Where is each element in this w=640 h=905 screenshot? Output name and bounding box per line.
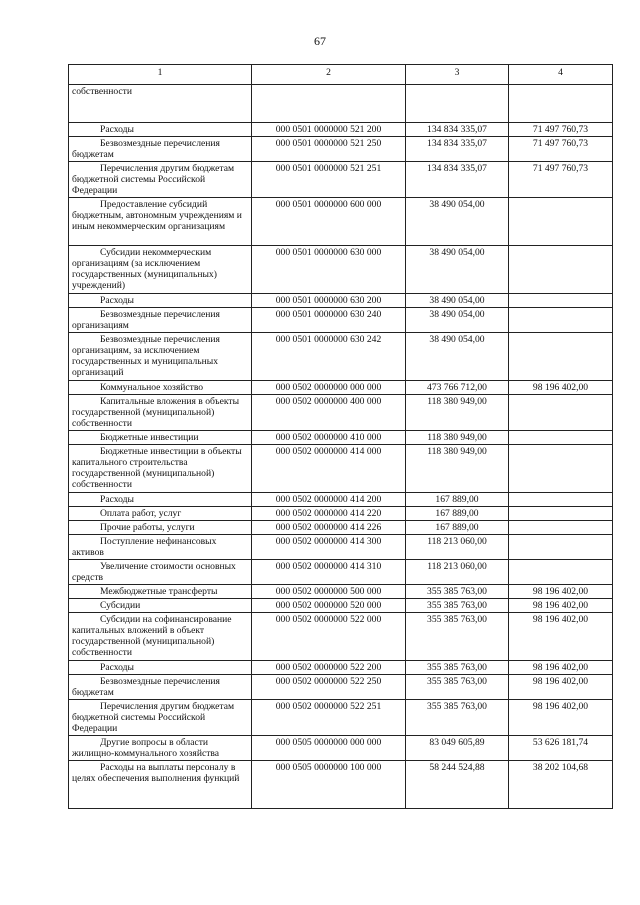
row-amount-col3-cell: 118 213 060,00 xyxy=(406,560,509,585)
table-row xyxy=(69,445,613,493)
table-row xyxy=(69,613,613,661)
row-code-cell: 000 0502 0000000 414 000 xyxy=(252,445,406,493)
row-amount-col4-cell xyxy=(509,333,613,381)
row-code-cell: 000 0502 0000000 520 000 xyxy=(252,599,406,613)
row-code-cell: 000 0502 0000000 414 310 xyxy=(252,560,406,585)
column-header: 4 xyxy=(509,65,613,85)
row-name-cell: Расходы xyxy=(69,123,252,137)
row-amount-col4-cell: 71 497 760,73 xyxy=(509,137,613,162)
row-code-cell: 000 0501 0000000 630 240 xyxy=(252,308,406,333)
row-amount-col3-cell: 355 385 763,00 xyxy=(406,661,509,675)
row-code-cell: 000 0505 0000000 100 000 xyxy=(252,761,406,809)
row-name-cell: Межбюджетные трансферты xyxy=(69,585,252,599)
row-code-cell: 000 0501 0000000 521 250 xyxy=(252,137,406,162)
row-amount-col3-cell: 118 380 949,00 xyxy=(406,445,509,493)
row-amount-col3-cell: 134 834 335,07 xyxy=(406,123,509,137)
table-row xyxy=(69,585,613,599)
budget-table xyxy=(68,64,613,809)
row-code-cell: 000 0502 0000000 000 000 xyxy=(252,381,406,395)
page-number: 67 xyxy=(314,34,326,48)
row-amount-col4-cell: 98 196 402,00 xyxy=(509,585,613,599)
row-amount-col3-cell: 38 490 054,00 xyxy=(406,308,509,333)
row-amount-col4-cell xyxy=(509,445,613,493)
table-row xyxy=(69,431,613,445)
table-row xyxy=(69,599,613,613)
row-amount-col3-cell: 355 385 763,00 xyxy=(406,700,509,736)
column-header: 2 xyxy=(252,65,406,85)
row-amount-col4-cell xyxy=(509,294,613,308)
row-amount-col3-cell: 118 380 949,00 xyxy=(406,395,509,431)
table-row xyxy=(69,137,613,162)
row-name-cell: Коммунальное хозяйство xyxy=(69,381,252,395)
table-header-row xyxy=(69,65,613,85)
table-row xyxy=(69,123,613,137)
row-amount-col3-cell: 167 889,00 xyxy=(406,521,509,535)
row-amount-col3-cell: 355 385 763,00 xyxy=(406,613,509,661)
row-name-cell: Расходы xyxy=(69,493,252,507)
row-amount-col3-cell: 355 385 763,00 xyxy=(406,585,509,599)
row-amount-col4-cell: 98 196 402,00 xyxy=(509,613,613,661)
table-row xyxy=(69,333,613,381)
row-name-cell: Перечисления другим бюджетам бюджетной системы Российской Федерации xyxy=(69,162,252,198)
row-amount-col3-cell: 38 490 054,00 xyxy=(406,294,509,308)
table-row xyxy=(69,521,613,535)
row-code-cell: 000 0502 0000000 414 200 xyxy=(252,493,406,507)
table-row xyxy=(69,736,613,761)
row-code-cell: 000 0502 0000000 410 000 xyxy=(252,431,406,445)
column-header: 1 xyxy=(69,65,252,85)
row-code-cell: 000 0502 0000000 414 300 xyxy=(252,535,406,560)
table-row xyxy=(69,507,613,521)
table-row xyxy=(69,198,613,246)
row-code-cell: 000 0502 0000000 414 226 xyxy=(252,521,406,535)
row-amount-col3-cell: 83 049 605,89 xyxy=(406,736,509,761)
row-amount-col3-cell: 58 244 524,88 xyxy=(406,761,509,809)
row-code-cell: 000 0501 0000000 630 000 xyxy=(252,246,406,294)
row-amount-col4-cell xyxy=(509,198,613,246)
row-name-cell: Безвозмездные перечисления организациям, за исключением государственных и муниципальных организаций xyxy=(69,333,252,381)
row-amount-col4-cell: 98 196 402,00 xyxy=(509,661,613,675)
row-code-cell: 000 0502 0000000 522 251 xyxy=(252,700,406,736)
row-name-cell: Другие вопросы в области жилищно-коммунального хозяйства xyxy=(69,736,252,761)
row-amount-col4-cell: 53 626 181,74 xyxy=(509,736,613,761)
row-code-cell: 000 0501 0000000 521 251 xyxy=(252,162,406,198)
row-code-cell: 000 0501 0000000 521 200 xyxy=(252,123,406,137)
row-amount-col3-cell: 38 490 054,00 xyxy=(406,246,509,294)
row-name-cell: Расходы xyxy=(69,294,252,308)
row-code-cell: 000 0501 0000000 600 000 xyxy=(252,198,406,246)
row-amount-col3-cell: 355 385 763,00 xyxy=(406,599,509,613)
row-code-cell: 000 0501 0000000 630 242 xyxy=(252,333,406,381)
row-name-cell: Субсидии xyxy=(69,599,252,613)
row-amount-col3-cell: 118 213 060,00 xyxy=(406,535,509,560)
row-code-cell: 000 0501 0000000 630 200 xyxy=(252,294,406,308)
row-name-cell: Безвозмездные перечисления бюджетам xyxy=(69,137,252,162)
row-name-cell: Оплата работ, услуг xyxy=(69,507,252,521)
row-name-cell: Капитальные вложения в объекты государственной (муниципальной) собственности xyxy=(69,395,252,431)
row-code-cell: 000 0502 0000000 522 250 xyxy=(252,675,406,700)
row-amount-col3-cell: 473 766 712,00 xyxy=(406,381,509,395)
table-row xyxy=(69,85,613,123)
row-name-cell: Поступление нефинансовых активов xyxy=(69,535,252,560)
table-row xyxy=(69,560,613,585)
row-amount-col4-cell: 98 196 402,00 xyxy=(509,599,613,613)
row-amount-col4-cell: 98 196 402,00 xyxy=(509,675,613,700)
row-code-cell: 000 0502 0000000 414 220 xyxy=(252,507,406,521)
row-name-cell: Субсидии некоммерческим организациям (за исключением государственных (муниципальных) учреждений) xyxy=(69,246,252,294)
table-row xyxy=(69,294,613,308)
row-code-cell: 000 0502 0000000 522 000 xyxy=(252,613,406,661)
row-amount-col4-cell: 71 497 760,73 xyxy=(509,123,613,137)
row-name-cell: Субсидии на софинансирование капитальных вложений в объект государственной (муниципальной) собственности xyxy=(69,613,252,661)
row-amount-col3-cell: 167 889,00 xyxy=(406,493,509,507)
row-amount-col4-cell: 38 202 104,68 xyxy=(509,761,613,809)
row-amount-col4-cell: 98 196 402,00 xyxy=(509,700,613,736)
row-name-cell: Предоставление субсидий бюджетным, автономным учреждениям и иным некоммерческим организациям xyxy=(69,198,252,246)
row-name-cell: Расходы на выплаты персоналу в целях обеспечения выполнения функций xyxy=(69,761,252,809)
row-amount-col4-cell xyxy=(509,560,613,585)
row-amount-col4-cell xyxy=(509,535,613,560)
row-code-cell xyxy=(252,85,406,123)
table-row xyxy=(69,675,613,700)
row-name-cell: Бюджетные инвестиции xyxy=(69,431,252,445)
table-row xyxy=(69,761,613,809)
row-amount-col3-cell: 38 490 054,00 xyxy=(406,333,509,381)
row-amount-col4-cell xyxy=(509,308,613,333)
row-name-cell: Бюджетные инвестиции в объекты капитального строительства государственной (муниципальной) собственности xyxy=(69,445,252,493)
row-amount-col3-cell: 355 385 763,00 xyxy=(406,675,509,700)
table-row xyxy=(69,381,613,395)
row-amount-col4-cell xyxy=(509,395,613,431)
row-amount-col3-cell: 134 834 335,07 xyxy=(406,162,509,198)
row-amount-col4-cell xyxy=(509,507,613,521)
row-code-cell: 000 0502 0000000 400 000 xyxy=(252,395,406,431)
table-row xyxy=(69,162,613,198)
row-amount-col3-cell: 134 834 335,07 xyxy=(406,137,509,162)
row-name-cell: Прочие работы, услуги xyxy=(69,521,252,535)
table-row xyxy=(69,246,613,294)
row-name-cell: Увеличение стоимости основных средств xyxy=(69,560,252,585)
row-name-cell: Перечисления другим бюджетам бюджетной системы Российской Федерации xyxy=(69,700,252,736)
table-row xyxy=(69,493,613,507)
table-row xyxy=(69,535,613,560)
table-row xyxy=(69,395,613,431)
row-name-cell: Расходы xyxy=(69,661,252,675)
column-header: 3 xyxy=(406,65,509,85)
row-code-cell: 000 0505 0000000 000 000 xyxy=(252,736,406,761)
row-amount-col4-cell xyxy=(509,246,613,294)
table-body xyxy=(69,85,613,809)
row-amount-col3-cell xyxy=(406,85,509,123)
table-row xyxy=(69,700,613,736)
row-code-cell: 000 0502 0000000 500 000 xyxy=(252,585,406,599)
row-amount-col4-cell: 98 196 402,00 xyxy=(509,381,613,395)
row-name-cell: собственности xyxy=(69,85,252,123)
row-name-cell: Безвозмездные перечисления организациям xyxy=(69,308,252,333)
row-amount-col4-cell xyxy=(509,85,613,123)
row-amount-col3-cell: 167 889,00 xyxy=(406,507,509,521)
row-amount-col4-cell: 71 497 760,73 xyxy=(509,162,613,198)
table-row xyxy=(69,308,613,333)
table-row xyxy=(69,661,613,675)
row-amount-col4-cell xyxy=(509,493,613,507)
row-name-cell: Безвозмездные перечисления бюджетам xyxy=(69,675,252,700)
row-amount-col4-cell xyxy=(509,431,613,445)
row-amount-col3-cell: 38 490 054,00 xyxy=(406,198,509,246)
row-amount-col3-cell: 118 380 949,00 xyxy=(406,431,509,445)
row-amount-col4-cell xyxy=(509,521,613,535)
row-code-cell: 000 0502 0000000 522 200 xyxy=(252,661,406,675)
